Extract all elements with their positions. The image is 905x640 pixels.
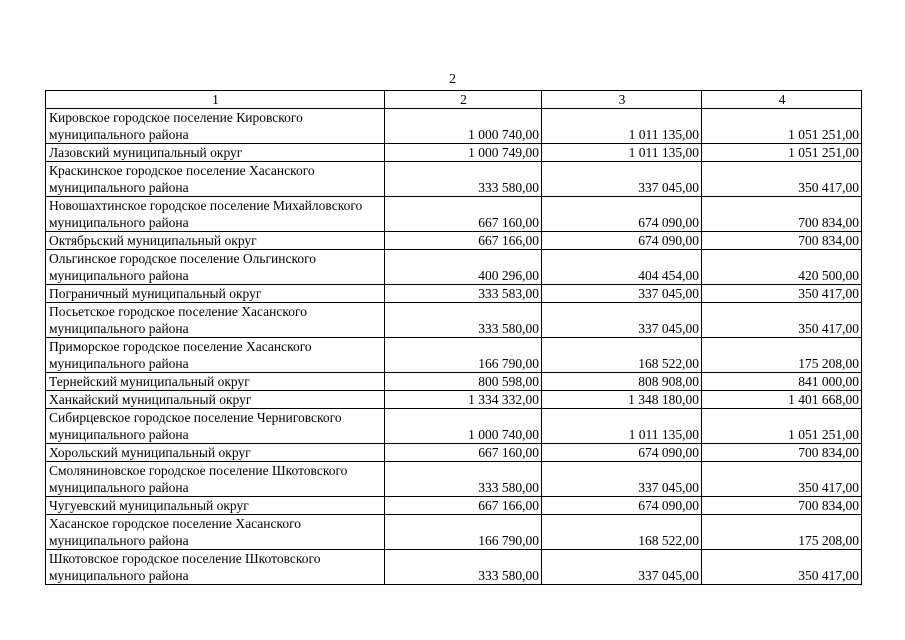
value-col-4-cell: 1 051 251,00 [702, 409, 862, 444]
municipality-name-cell: Шкотовское городское поселение Шкотовского муниципального района [46, 550, 385, 585]
value-col-2-cell: 333 580,00 [385, 162, 542, 197]
value-col-4-cell: 700 834,00 [702, 497, 862, 515]
value-col-3-cell: 1 011 135,00 [542, 109, 702, 144]
value-col-3-cell: 1 011 135,00 [542, 409, 702, 444]
municipality-name-cell: Тернейский муниципальный округ [46, 373, 385, 391]
value-col-4-cell: 1 051 251,00 [702, 144, 862, 162]
value-col-2-cell: 400 296,00 [385, 250, 542, 285]
value-col-4-cell: 841 000,00 [702, 373, 862, 391]
municipality-name-cell: Хасанское городское поселение Хасанского муниципального района [46, 515, 385, 550]
table-row [46, 409, 862, 444]
value-col-4-cell: 350 417,00 [702, 462, 862, 497]
value-col-4-cell: 175 208,00 [702, 515, 862, 550]
table-row [46, 162, 862, 197]
value-col-3-cell: 168 522,00 [542, 338, 702, 373]
table-row [46, 373, 862, 391]
value-col-4-cell: 175 208,00 [702, 338, 862, 373]
value-col-4-cell: 350 417,00 [702, 162, 862, 197]
municipality-name-cell: Приморское городское поселение Хасанского муниципального района [46, 338, 385, 373]
value-col-3-cell: 1 348 180,00 [542, 391, 702, 409]
value-col-3-cell: 337 045,00 [542, 285, 702, 303]
value-col-2-cell: 333 580,00 [385, 550, 542, 585]
table-row [46, 144, 862, 162]
value-col-4-cell: 700 834,00 [702, 232, 862, 250]
value-col-2-cell: 333 580,00 [385, 303, 542, 338]
value-col-4-cell: 1 401 668,00 [702, 391, 862, 409]
value-col-2-cell: 1 000 740,00 [385, 109, 542, 144]
municipality-name-cell: Хорольский муниципальный округ [46, 444, 385, 462]
value-col-2-cell: 333 583,00 [385, 285, 542, 303]
table-row [46, 462, 862, 497]
table-row [46, 232, 862, 250]
value-col-2-cell: 1 000 749,00 [385, 144, 542, 162]
value-col-3-cell: 674 090,00 [542, 497, 702, 515]
page-number: 2 [449, 72, 456, 87]
municipality-name-cell: Посьетское городское поселение Хасанского муниципального района [46, 303, 385, 338]
municipality-name-cell: Октябрьский муниципальный округ [46, 232, 385, 250]
municipality-name-cell: Чугуевский муниципальный округ [46, 497, 385, 515]
municipality-name-cell: Ханкайский муниципальный округ [46, 391, 385, 409]
value-col-3-cell: 168 522,00 [542, 515, 702, 550]
value-col-2-cell: 667 160,00 [385, 197, 542, 232]
value-col-2-cell: 166 790,00 [385, 338, 542, 373]
header-row [46, 91, 862, 109]
value-col-3-cell: 674 090,00 [542, 232, 702, 250]
municipality-name-cell: Смоляниновское городское поселение Шкотовского муниципального района [46, 462, 385, 497]
table-row [46, 444, 862, 462]
value-col-2-cell: 333 580,00 [385, 462, 542, 497]
value-col-3-cell: 337 045,00 [542, 303, 702, 338]
value-col-2-cell: 667 160,00 [385, 444, 542, 462]
value-col-3-cell: 337 045,00 [542, 550, 702, 585]
value-col-3-cell: 674 090,00 [542, 444, 702, 462]
value-col-4-cell: 350 417,00 [702, 550, 862, 585]
header-col-3: 3 [542, 91, 702, 109]
value-col-2-cell: 1 000 740,00 [385, 409, 542, 444]
value-col-4-cell: 1 051 251,00 [702, 109, 862, 144]
header-col-4: 4 [702, 91, 862, 109]
value-col-4-cell: 700 834,00 [702, 444, 862, 462]
municipality-name-cell: Сибирцевское городское поселение Черниговского муниципального района [46, 409, 385, 444]
value-col-2-cell: 667 166,00 [385, 497, 542, 515]
value-col-2-cell: 800 598,00 [385, 373, 542, 391]
value-col-2-cell: 1 334 332,00 [385, 391, 542, 409]
municipality-name-cell: Краскинское городское поселение Хасанского муниципального района [46, 162, 385, 197]
table-row [46, 338, 862, 373]
value-col-3-cell: 337 045,00 [542, 462, 702, 497]
data-table [45, 90, 862, 585]
municipality-name-cell: Кировское городское поселение Кировского муниципального района [46, 109, 385, 144]
value-col-4-cell: 700 834,00 [702, 197, 862, 232]
value-col-4-cell: 350 417,00 [702, 303, 862, 338]
table-row [46, 109, 862, 144]
table-row [46, 197, 862, 232]
municipality-name-cell: Лазовский муниципальный округ [46, 144, 385, 162]
table-body [46, 109, 862, 585]
value-col-3-cell: 404 454,00 [542, 250, 702, 285]
header-col-2: 2 [385, 91, 542, 109]
value-col-2-cell: 166 790,00 [385, 515, 542, 550]
municipality-name-cell: Пограничный муниципальный округ [46, 285, 385, 303]
municipality-name-cell: Новошахтинское городское поселение Михайловского муниципального района [46, 197, 385, 232]
value-col-2-cell: 667 166,00 [385, 232, 542, 250]
table-row [46, 497, 862, 515]
municipality-name-cell: Ольгинское городское поселение Ольгинского муниципального района [46, 250, 385, 285]
table-row [46, 250, 862, 285]
table-row [46, 285, 862, 303]
value-col-3-cell: 1 011 135,00 [542, 144, 702, 162]
table-row [46, 303, 862, 338]
value-col-3-cell: 674 090,00 [542, 197, 702, 232]
table-row [46, 550, 862, 585]
value-col-4-cell: 350 417,00 [702, 285, 862, 303]
value-col-3-cell: 808 908,00 [542, 373, 702, 391]
header-col-1: 1 [46, 91, 385, 109]
table-row [46, 391, 862, 409]
value-col-4-cell: 420 500,00 [702, 250, 862, 285]
value-col-3-cell: 337 045,00 [542, 162, 702, 197]
table-row [46, 515, 862, 550]
